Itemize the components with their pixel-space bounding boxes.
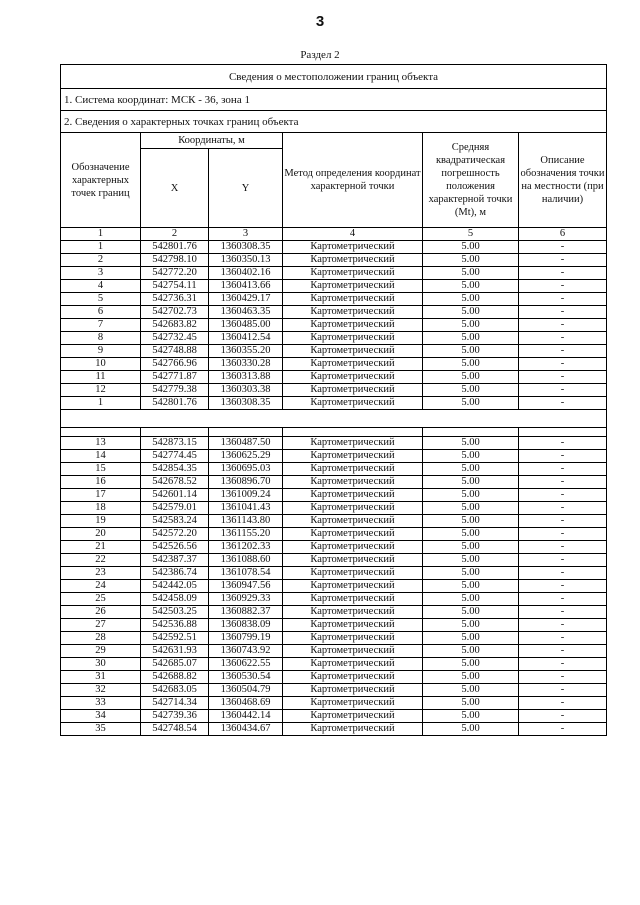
method-cell: Картометрический: [283, 476, 423, 489]
description-cell: -: [519, 450, 607, 463]
y-coordinate: 1360313.88: [209, 371, 283, 384]
contour-gap-row: [61, 428, 607, 437]
description-cell: -: [519, 684, 607, 697]
table-row: [61, 267, 607, 280]
y-coordinate: 1361143.80: [209, 515, 283, 528]
table-row: [61, 567, 607, 580]
table-row: [61, 684, 607, 697]
x-coordinate: 542592.51: [141, 632, 209, 645]
separator-cell: [61, 410, 607, 428]
x-coordinate: 542536.88: [141, 619, 209, 632]
point-number: 20: [61, 528, 141, 541]
method-cell: Картометрический: [283, 384, 423, 397]
x-coordinate: 542442.05: [141, 580, 209, 593]
header-designation: Обозначение характерных точек границ: [61, 133, 141, 228]
boundary-points-table: [60, 64, 607, 736]
x-coordinate: 542683.82: [141, 319, 209, 332]
description-cell: -: [519, 267, 607, 280]
description-cell: -: [519, 710, 607, 723]
table-row: [61, 697, 607, 710]
page-number: 3: [315, 13, 325, 30]
y-coordinate: 1360929.33: [209, 593, 283, 606]
point-number: 23: [61, 567, 141, 580]
y-coordinate: 1360622.55: [209, 658, 283, 671]
point-number: 5: [61, 293, 141, 306]
contour-separator-row: [61, 410, 607, 428]
gap-cell: [61, 428, 141, 437]
table-row: [61, 710, 607, 723]
table-row: [61, 632, 607, 645]
y-coordinate: 1360412.54: [209, 332, 283, 345]
gap-cell: [423, 428, 519, 437]
point-number: 34: [61, 710, 141, 723]
gap-cell: [209, 428, 283, 437]
table-row: [61, 254, 607, 267]
point-number: 18: [61, 502, 141, 515]
table-row: [61, 371, 607, 384]
table-row: [61, 645, 607, 658]
x-coordinate: 542766.96: [141, 358, 209, 371]
y-coordinate: 1360695.03: [209, 463, 283, 476]
x-coordinate: 542873.15: [141, 437, 209, 450]
x-coordinate: 542683.05: [141, 684, 209, 697]
x-coordinate: 542714.34: [141, 697, 209, 710]
table-row: [61, 241, 607, 254]
table-row: [61, 554, 607, 567]
accuracy-cell: 5.00: [423, 593, 519, 606]
description-cell: -: [519, 293, 607, 306]
method-cell: Картометрический: [283, 658, 423, 671]
gap-cell: [141, 428, 209, 437]
accuracy-cell: 5.00: [423, 723, 519, 736]
point-number: 9: [61, 345, 141, 358]
y-coordinate: 1360947.56: [209, 580, 283, 593]
x-coordinate: 542801.76: [141, 397, 209, 410]
accuracy-cell: 5.00: [423, 267, 519, 280]
method-cell: Картометрический: [283, 684, 423, 697]
y-coordinate: 1360330.28: [209, 358, 283, 371]
point-number: 28: [61, 632, 141, 645]
accuracy-cell: 5.00: [423, 358, 519, 371]
accuracy-cell: 5.00: [423, 645, 519, 658]
table-row: [61, 606, 607, 619]
method-cell: Картометрический: [283, 723, 423, 736]
table-row: [61, 358, 607, 371]
description-cell: -: [519, 528, 607, 541]
accuracy-cell: 5.00: [423, 710, 519, 723]
description-cell: -: [519, 554, 607, 567]
description-cell: -: [519, 606, 607, 619]
y-coordinate: 1360303.38: [209, 384, 283, 397]
accuracy-cell: 5.00: [423, 254, 519, 267]
table-row: [61, 593, 607, 606]
description-cell: -: [519, 541, 607, 554]
point-number: 14: [61, 450, 141, 463]
x-coordinate: 542748.54: [141, 723, 209, 736]
point-number: 17: [61, 489, 141, 502]
method-cell: Картометрический: [283, 528, 423, 541]
method-cell: Картометрический: [283, 267, 423, 280]
y-coordinate: 1360487.50: [209, 437, 283, 450]
description-cell: -: [519, 371, 607, 384]
table-row: [61, 723, 607, 736]
x-coordinate: 542771.87: [141, 371, 209, 384]
method-cell: Картометрический: [283, 241, 423, 254]
header-description: Описание обозначения точки на местности (при наличии): [519, 133, 607, 228]
x-coordinate: 542854.35: [141, 463, 209, 476]
method-cell: Картометрический: [283, 332, 423, 345]
y-coordinate: 1360308.35: [209, 397, 283, 410]
description-cell: -: [519, 580, 607, 593]
accuracy-cell: 5.00: [423, 293, 519, 306]
y-coordinate: 1360838.09: [209, 619, 283, 632]
point-number: 10: [61, 358, 141, 371]
x-coordinate: 542601.14: [141, 489, 209, 502]
method-cell: Картометрический: [283, 319, 423, 332]
y-coordinate: 1360350.13: [209, 254, 283, 267]
points-heading: 2. Сведения о характерных точках границ объекта: [61, 111, 607, 133]
x-coordinate: 542779.38: [141, 384, 209, 397]
table-row: [61, 463, 607, 476]
point-number: 1: [61, 241, 141, 254]
accuracy-cell: 5.00: [423, 241, 519, 254]
x-coordinate: 542685.07: [141, 658, 209, 671]
description-cell: -: [519, 437, 607, 450]
method-cell: Картометрический: [283, 489, 423, 502]
method-cell: Картометрический: [283, 697, 423, 710]
point-number: 22: [61, 554, 141, 567]
y-coordinate: 1360442.14: [209, 710, 283, 723]
table-row: [61, 280, 607, 293]
method-cell: Картометрический: [283, 358, 423, 371]
description-cell: -: [519, 632, 607, 645]
y-coordinate: 1360413.66: [209, 280, 283, 293]
gap-cell: [519, 428, 607, 437]
y-coordinate: 1361078.54: [209, 567, 283, 580]
table-row: [61, 437, 607, 450]
column-number: 6: [519, 228, 607, 241]
point-number: 7: [61, 319, 141, 332]
accuracy-cell: 5.00: [423, 397, 519, 410]
point-number: 26: [61, 606, 141, 619]
method-cell: Картометрический: [283, 593, 423, 606]
y-coordinate: 1361009.24: [209, 489, 283, 502]
point-number: 15: [61, 463, 141, 476]
y-coordinate: 1360504.79: [209, 684, 283, 697]
y-coordinate: 1360429.17: [209, 293, 283, 306]
description-cell: -: [519, 280, 607, 293]
column-number-row: [61, 228, 607, 241]
y-coordinate: 1360530.54: [209, 671, 283, 684]
header-coordinates: Координаты, м: [141, 133, 283, 149]
y-coordinate: 1361155.20: [209, 528, 283, 541]
description-cell: -: [519, 697, 607, 710]
description-cell: -: [519, 502, 607, 515]
y-coordinate: 1360896.70: [209, 476, 283, 489]
header-accuracy: Средняя квадратическая погрешность положения характерной точки (Mt), м: [423, 133, 519, 228]
point-number: 8: [61, 332, 141, 345]
accuracy-cell: 5.00: [423, 658, 519, 671]
header-y: Y: [209, 149, 283, 228]
accuracy-cell: 5.00: [423, 489, 519, 502]
point-number: 35: [61, 723, 141, 736]
point-number: 33: [61, 697, 141, 710]
y-coordinate: 1360355.20: [209, 345, 283, 358]
column-number: 2: [141, 228, 209, 241]
description-cell: -: [519, 658, 607, 671]
description-cell: -: [519, 345, 607, 358]
description-cell: -: [519, 306, 607, 319]
point-number: 11: [61, 371, 141, 384]
gap-cell: [283, 428, 423, 437]
x-coordinate: 542387.37: [141, 554, 209, 567]
point-number: 27: [61, 619, 141, 632]
table-row: [61, 489, 607, 502]
method-cell: Картометрический: [283, 254, 423, 267]
description-cell: -: [519, 384, 607, 397]
coordinate-system: 1. Система координат: МСК - 36, зона 1: [61, 89, 607, 111]
table-row: [61, 450, 607, 463]
x-coordinate: 542772.20: [141, 267, 209, 280]
accuracy-cell: 5.00: [423, 332, 519, 345]
point-number: 24: [61, 580, 141, 593]
y-coordinate: 1360485.00: [209, 319, 283, 332]
y-coordinate: 1360799.19: [209, 632, 283, 645]
method-cell: Картометрический: [283, 345, 423, 358]
method-cell: Картометрический: [283, 293, 423, 306]
accuracy-cell: 5.00: [423, 541, 519, 554]
method-cell: Картометрический: [283, 502, 423, 515]
method-cell: Картометрический: [283, 450, 423, 463]
x-coordinate: 542801.76: [141, 241, 209, 254]
method-cell: Картометрический: [283, 306, 423, 319]
x-coordinate: 542798.10: [141, 254, 209, 267]
accuracy-cell: 5.00: [423, 371, 519, 384]
column-number: 4: [283, 228, 423, 241]
accuracy-cell: 5.00: [423, 606, 519, 619]
method-cell: Картометрический: [283, 541, 423, 554]
description-cell: -: [519, 489, 607, 502]
point-number: 4: [61, 280, 141, 293]
y-coordinate: 1361202.33: [209, 541, 283, 554]
x-coordinate: 542739.36: [141, 710, 209, 723]
column-number: 3: [209, 228, 283, 241]
x-coordinate: 542386.74: [141, 567, 209, 580]
point-number: 12: [61, 384, 141, 397]
point-number: 30: [61, 658, 141, 671]
x-coordinate: 542774.45: [141, 450, 209, 463]
method-cell: Картометрический: [283, 554, 423, 567]
accuracy-cell: 5.00: [423, 280, 519, 293]
point-number: 19: [61, 515, 141, 528]
x-coordinate: 542732.45: [141, 332, 209, 345]
accuracy-cell: 5.00: [423, 632, 519, 645]
method-cell: Картометрический: [283, 710, 423, 723]
point-number: 21: [61, 541, 141, 554]
description-cell: -: [519, 619, 607, 632]
y-coordinate: 1361041.43: [209, 502, 283, 515]
point-number: 29: [61, 645, 141, 658]
x-coordinate: 542754.11: [141, 280, 209, 293]
method-cell: Картометрический: [283, 515, 423, 528]
description-cell: -: [519, 319, 607, 332]
header-x: X: [141, 149, 209, 228]
x-coordinate: 542688.82: [141, 671, 209, 684]
x-coordinate: 542748.88: [141, 345, 209, 358]
x-coordinate: 542736.31: [141, 293, 209, 306]
accuracy-cell: 5.00: [423, 437, 519, 450]
point-number: 32: [61, 684, 141, 697]
accuracy-cell: 5.00: [423, 671, 519, 684]
table-row: [61, 397, 607, 410]
header-method: Метод определения координат характерной точки: [283, 133, 423, 228]
accuracy-cell: 5.00: [423, 306, 519, 319]
description-cell: -: [519, 645, 607, 658]
table-row: [61, 658, 607, 671]
y-coordinate: 1360402.16: [209, 267, 283, 280]
accuracy-cell: 5.00: [423, 384, 519, 397]
accuracy-cell: 5.00: [423, 319, 519, 332]
section-label: Раздел 2: [300, 49, 340, 61]
point-number: 3: [61, 267, 141, 280]
accuracy-cell: 5.00: [423, 567, 519, 580]
y-coordinate: 1360308.35: [209, 241, 283, 254]
x-coordinate: 542702.73: [141, 306, 209, 319]
table-row: [61, 476, 607, 489]
x-coordinate: 542526.56: [141, 541, 209, 554]
x-coordinate: 542458.09: [141, 593, 209, 606]
accuracy-cell: 5.00: [423, 528, 519, 541]
point-number: 6: [61, 306, 141, 319]
point-number: 25: [61, 593, 141, 606]
y-coordinate: 1360882.37: [209, 606, 283, 619]
column-number: 1: [61, 228, 141, 241]
accuracy-cell: 5.00: [423, 554, 519, 567]
table-row: [61, 541, 607, 554]
accuracy-cell: 5.00: [423, 619, 519, 632]
description-cell: -: [519, 593, 607, 606]
description-cell: -: [519, 358, 607, 371]
accuracy-cell: 5.00: [423, 463, 519, 476]
accuracy-cell: 5.00: [423, 580, 519, 593]
method-cell: Картометрический: [283, 619, 423, 632]
method-cell: Картометрический: [283, 567, 423, 580]
accuracy-cell: 5.00: [423, 684, 519, 697]
method-cell: Картометрический: [283, 632, 423, 645]
method-cell: Картометрический: [283, 463, 423, 476]
point-number: 1: [61, 397, 141, 410]
accuracy-cell: 5.00: [423, 515, 519, 528]
x-coordinate: 542579.01: [141, 502, 209, 515]
description-cell: -: [519, 723, 607, 736]
x-coordinate: 542572.20: [141, 528, 209, 541]
table-title: Сведения о местоположении границ объекта: [61, 65, 607, 89]
table-row: [61, 580, 607, 593]
accuracy-cell: 5.00: [423, 450, 519, 463]
method-cell: Картометрический: [283, 437, 423, 450]
point-number: 13: [61, 437, 141, 450]
description-cell: -: [519, 397, 607, 410]
table-row: [61, 528, 607, 541]
point-number: 2: [61, 254, 141, 267]
table-row: [61, 619, 607, 632]
table-row: [61, 345, 607, 358]
description-cell: -: [519, 515, 607, 528]
x-coordinate: 542678.52: [141, 476, 209, 489]
column-number: 5: [423, 228, 519, 241]
method-cell: Картометрический: [283, 671, 423, 684]
method-cell: Картометрический: [283, 397, 423, 410]
accuracy-cell: 5.00: [423, 697, 519, 710]
description-cell: -: [519, 254, 607, 267]
method-cell: Картометрический: [283, 606, 423, 619]
description-cell: -: [519, 332, 607, 345]
table-row: [61, 306, 607, 319]
table-row: [61, 515, 607, 528]
table-row: [61, 293, 607, 306]
method-cell: Картометрический: [283, 280, 423, 293]
method-cell: Картометрический: [283, 580, 423, 593]
accuracy-cell: 5.00: [423, 476, 519, 489]
description-cell: -: [519, 476, 607, 489]
y-coordinate: 1360434.67: [209, 723, 283, 736]
y-coordinate: 1360625.29: [209, 450, 283, 463]
y-coordinate: 1360743.92: [209, 645, 283, 658]
x-coordinate: 542503.25: [141, 606, 209, 619]
description-cell: -: [519, 671, 607, 684]
method-cell: Картометрический: [283, 371, 423, 384]
y-coordinate: 1360463.35: [209, 306, 283, 319]
description-cell: -: [519, 241, 607, 254]
accuracy-cell: 5.00: [423, 502, 519, 515]
point-number: 31: [61, 671, 141, 684]
description-cell: -: [519, 463, 607, 476]
table-row: [61, 502, 607, 515]
x-coordinate: 542631.93: [141, 645, 209, 658]
description-cell: -: [519, 567, 607, 580]
table-row: [61, 384, 607, 397]
y-coordinate: 1361088.60: [209, 554, 283, 567]
accuracy-cell: 5.00: [423, 345, 519, 358]
table-row: [61, 319, 607, 332]
y-coordinate: 1360468.69: [209, 697, 283, 710]
table-row: [61, 671, 607, 684]
point-number: 16: [61, 476, 141, 489]
method-cell: Картометрический: [283, 645, 423, 658]
x-coordinate: 542583.24: [141, 515, 209, 528]
table-row: [61, 332, 607, 345]
